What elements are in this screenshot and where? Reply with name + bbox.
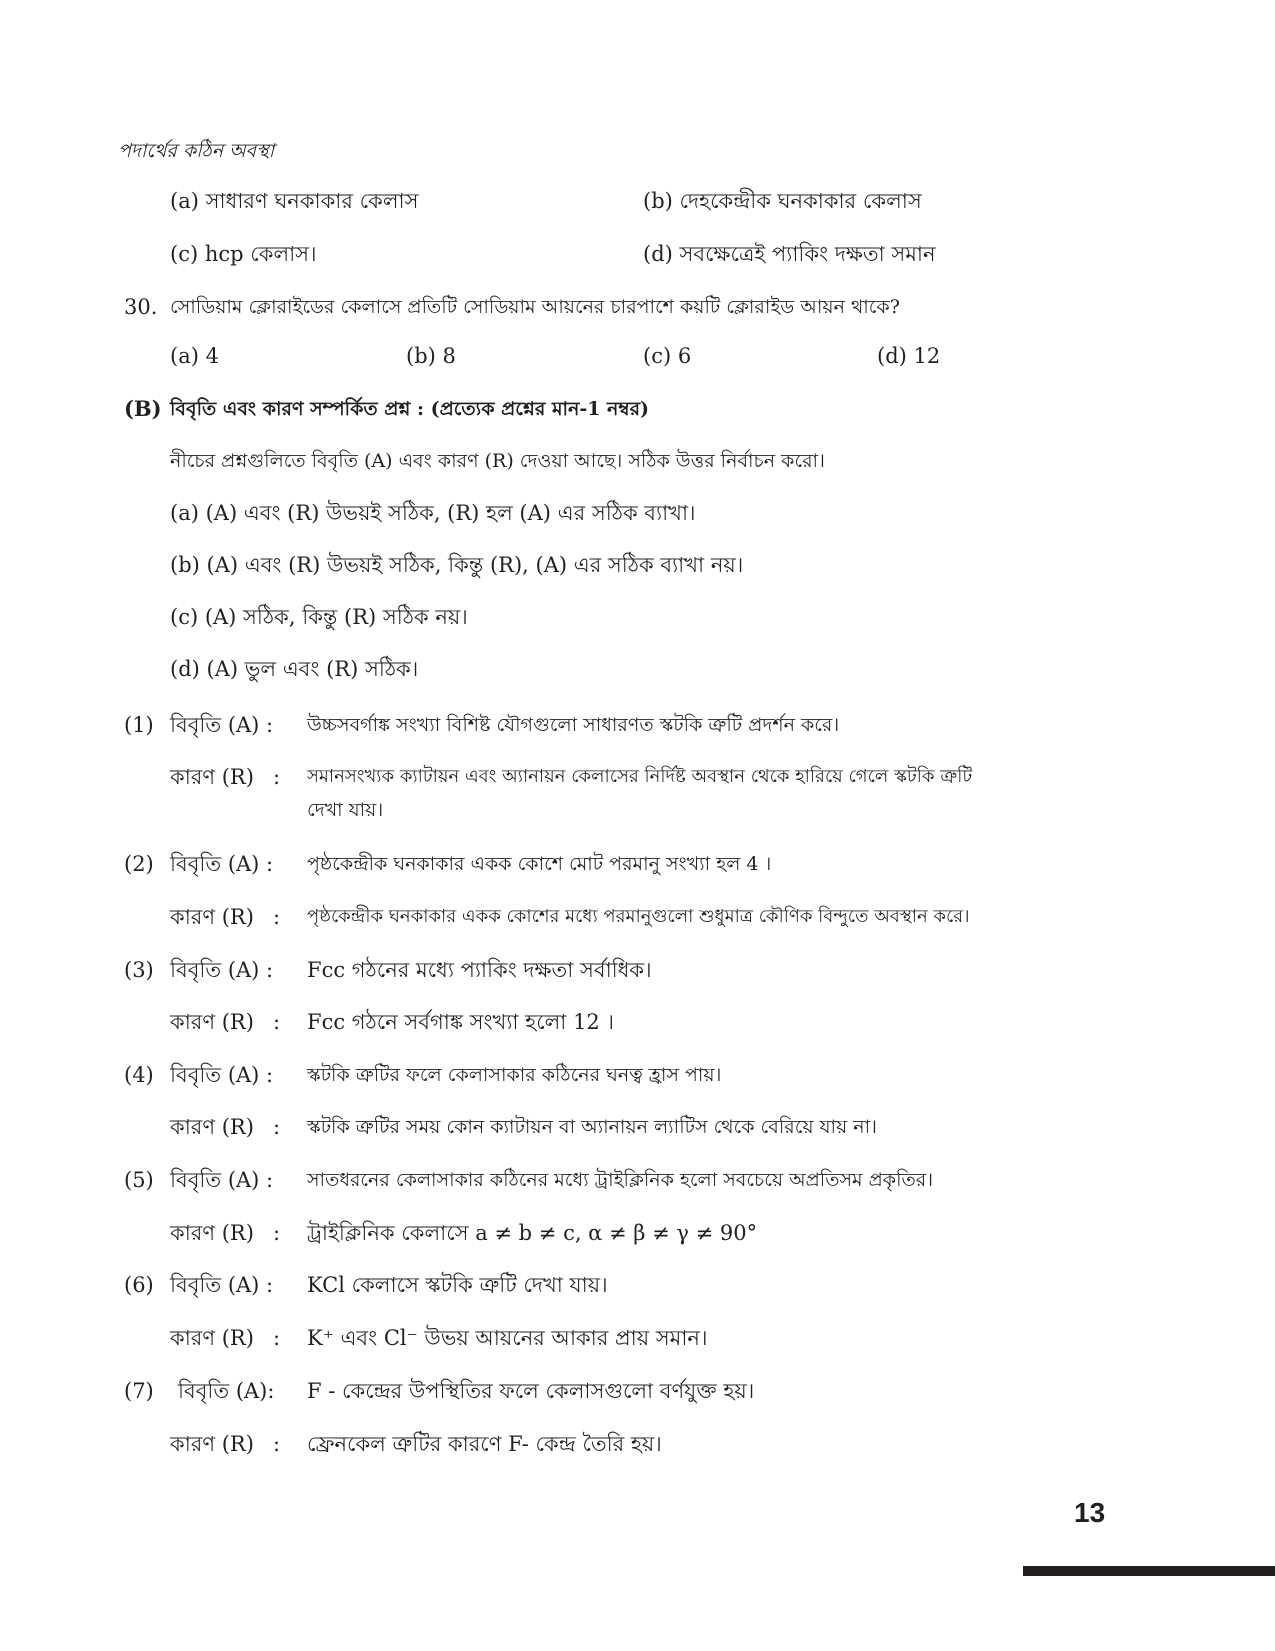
q6-reason-colon: : <box>273 1326 281 1350</box>
q2-statement-label: বিবৃতি (A) : <box>170 852 274 876</box>
q2-reason: পৃষ্ঠকেন্দ্রীক ঘনকাকার একক কোশের মধ্যে পরমানুগুলো শুধুমাত্র কৌণিক বিন্দুতে অবস্থান করে। <box>307 906 970 927</box>
q30-number: 30. <box>124 295 158 319</box>
q3-number: (3) <box>124 958 154 982</box>
q1-statement: উচ্চসবর্গাঙ্ক সংখ্যা বিশিষ্ট যৌগগুলো সাধারণত স্কটকি ত্রুটি প্রদর্শন করে। <box>307 714 840 736</box>
q5-reason: ট্রাইক্লিনিক কেলাসে a ≠ b ≠ c, α ≠ β ≠ γ ≠ 90° <box>307 1221 758 1245</box>
choice-c: (c) (A) সঠিক, কিন্তু (R) সঠিক নয়। <box>170 605 468 629</box>
section-b-instruction: নীচের প্রশ্নগুলিতে বিবৃতি (A) এবং কারণ (R) দেওয়া আছে। সঠিক উত্তর নির্বাচন করো। <box>170 450 825 472</box>
q29-option-d: (d) সবক্ষেত্রেই প্যাকিং দক্ষতা সমান <box>643 242 936 266</box>
q3-statement: Fcc গঠনের মধ্যে প্যাকিং দক্ষতা সর্বাধিক। <box>307 958 652 982</box>
page-number: 13 <box>1074 1497 1106 1528</box>
q30-option-a: (a) 4 <box>170 344 219 368</box>
q5-reason-colon: : <box>273 1221 281 1245</box>
q4-statement: স্কটকি ত্রুটির ফলে কেলাসাকার কঠিনের ঘনত্ব হ্রাস পায়। <box>307 1064 722 1086</box>
q2-number: (2) <box>124 852 154 876</box>
q3-reason: Fcc গঠনে সর্বগাঙ্ক সংখ্যা হলো 12 । <box>307 1010 614 1034</box>
choice-d: (d) (A) ভুল এবং (R) সঠিক। <box>170 657 419 681</box>
choice-b: (b) (A) এবং (R) উভয়ই সঠিক, কিন্তু (R), (A) এর সঠিক ব্যাখা নয়। <box>170 553 744 577</box>
q30-option-c: (c) 6 <box>643 344 692 368</box>
q3-reason-label: কারণ (R) <box>170 1010 254 1034</box>
q30-text: সোডিয়াম ক্লোরাইডের কেলাসে প্রতিটি সোডিয়াম আয়নের চারপাশে কয়টি ক্লোরাইড আয়ন থাকে? <box>170 296 900 318</box>
q2-reason-label: কারণ (R) <box>170 905 254 929</box>
q7-statement-label: বিবৃতি (A): <box>178 1379 275 1403</box>
q4-number: (4) <box>124 1063 154 1087</box>
q7-number: (7) <box>124 1379 154 1403</box>
q1-reason-label: কারণ (R) <box>170 765 254 789</box>
q4-reason-colon: : <box>273 1115 281 1139</box>
q6-statement: KCl কেলাসে স্কটকি ত্রুটি দেখা যায়। <box>307 1273 608 1297</box>
q6-reason: K⁺ এবং Cl⁻ উভয় আয়নের আকার প্রায় সমান। <box>307 1326 708 1350</box>
q30-option-d: (d) 12 <box>877 344 941 368</box>
choice-a: (a) (A) এবং (R) উভয়ই সঠিক, (R) হল (A) এর সঠিক ব্যাখা। <box>170 501 696 525</box>
q6-number: (6) <box>124 1273 154 1297</box>
q5-statement: সাতধরনের কেলাসাকার কঠিনের মধ্যে ট্রাইক্লিনিক হলো সবচেয়ে অপ্রতিসম প্রকৃতির। <box>307 1169 934 1191</box>
running-header: পদার্থের কঠিন অবস্থা <box>118 140 275 162</box>
q5-statement-label: বিবৃতি (A) : <box>170 1168 274 1192</box>
q1-reason-colon: : <box>273 765 281 789</box>
q1-statement-label: বিবৃতি (A) : <box>170 713 274 737</box>
q6-reason-label: কারণ (R) <box>170 1326 254 1350</box>
q5-number: (5) <box>124 1168 154 1192</box>
q29-option-c: (c) hcp কেলাস। <box>170 242 317 266</box>
q29-option-a: (a) সাধারণ ঘনকাকার কেলাস <box>170 189 419 213</box>
q3-statement-label: বিবৃতি (A) : <box>170 958 274 982</box>
q1-number: (1) <box>124 713 154 737</box>
q4-reason-label: কারণ (R) <box>170 1115 254 1139</box>
q1-reason-line1: সমানসংখ্যক ক্যাটায়ন এবং অ্যানায়ন কেলাসের নির্দিষ্ট অবস্থান থেকে হারিয়ে গেলে স্কটকি ত্রুটি <box>307 766 973 787</box>
q5-reason-label: কারণ (R) <box>170 1221 254 1245</box>
q30-option-b: (b) 8 <box>406 344 456 368</box>
q2-statement: পৃষ্ঠকেন্দ্রীক ঘনকাকার একক কোশে মোট পরমানু সংখ্যা হল 4 । <box>307 853 772 875</box>
q7-statement: F - কেন্দ্রের উপস্থিতির ফলে কেলাসগুলো বর্ণযুক্ত হয়। <box>307 1379 755 1403</box>
q4-statement-label: বিবৃতি (A) : <box>170 1063 274 1087</box>
q2-reason-colon: : <box>273 905 281 929</box>
q7-reason: ফ্রেনকেল ত্রুটির কারণে F- কেন্দ্র তৈরি হয়। <box>307 1432 662 1456</box>
q6-statement-label: বিবৃতি (A) : <box>170 1273 274 1297</box>
q7-reason-colon: : <box>273 1432 281 1456</box>
section-b-title: বিবৃতি এবং কারণ সম্পর্কিত প্রশ্ন : (প্রত্যেক প্রশ্নের মান-1 নম্বর) <box>170 398 650 420</box>
q1-reason-line2: দেখা যায়। <box>307 799 384 821</box>
q7-reason-label: কারণ (R) <box>170 1432 254 1456</box>
footer-rule <box>1023 1566 1275 1576</box>
q3-reason-colon: : <box>273 1010 281 1034</box>
section-b-label: (B) <box>124 396 162 421</box>
q29-option-b: (b) দেহকেন্দ্রীক ঘনকাকার কেলাস <box>643 189 922 213</box>
q4-reason: স্কটকি ত্রুটির সময় কোন ক্যাটায়ন বা অ্যানায়ন ল্যাটিস থেকে বেরিয়ে যায় না। <box>307 1116 877 1138</box>
